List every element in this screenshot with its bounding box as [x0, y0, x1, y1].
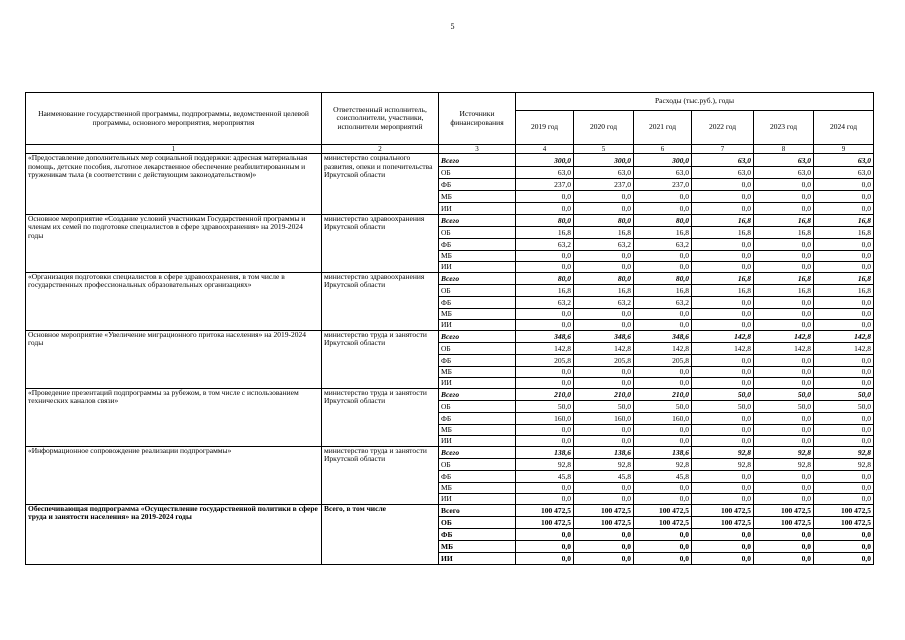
table-row-total — [26, 446, 874, 458]
amount-cell: 0,0 — [634, 552, 692, 564]
amount-cell: 0,0 — [634, 190, 692, 202]
measure-name: Основное мероприятие «Увеличение миграционного притока населения» на 2019-2024 годы — [26, 330, 322, 388]
executor: министерство социального развития, опеки и попечительства Иркутской области — [322, 154, 439, 215]
amount-cell: 138,6 — [634, 446, 692, 458]
amount-cell: 0,0 — [754, 261, 814, 272]
amount-cell: 92,8 — [574, 458, 634, 470]
header-year: 2021 год — [634, 111, 692, 145]
table-row-total — [26, 388, 874, 400]
amount-cell: 0,0 — [814, 202, 874, 214]
amount-cell: 16,8 — [574, 226, 634, 238]
amount-cell: 100 472,5 — [692, 516, 754, 528]
amount-cell: 63,0 — [814, 154, 874, 167]
amount-cell: 0,0 — [574, 552, 634, 564]
amount-cell: 0,0 — [814, 377, 874, 388]
amount-cell: 0,0 — [754, 319, 814, 330]
funding-source: МБ — [439, 308, 516, 319]
amount-cell: 0,0 — [814, 308, 874, 319]
amount-cell: 0,0 — [634, 261, 692, 272]
funding-source: ФБ — [439, 238, 516, 250]
amount-cell: 0,0 — [754, 308, 814, 319]
column-number: 5 — [574, 145, 634, 154]
amount-cell: 0,0 — [814, 470, 874, 482]
amount-cell: 0,0 — [574, 435, 634, 446]
amount-cell: 50,0 — [516, 400, 574, 412]
amount-cell: 92,8 — [754, 446, 814, 458]
amount-cell: 0,0 — [516, 366, 574, 377]
amount-cell: 92,8 — [634, 458, 692, 470]
amount-cell: 142,8 — [574, 342, 634, 354]
amount-cell: 63,0 — [814, 166, 874, 178]
column-number: 2 — [322, 145, 439, 154]
amount-cell: 300,0 — [516, 154, 574, 167]
amount-cell: 0,0 — [814, 319, 874, 330]
header-costs: Расходы (тыс.руб.), годы — [516, 93, 874, 111]
amount-cell: 0,0 — [692, 528, 754, 540]
column-number: 1 — [26, 145, 322, 154]
amount-cell: 0,0 — [754, 202, 814, 214]
amount-cell: 0,0 — [516, 435, 574, 446]
amount-cell: 0,0 — [754, 190, 814, 202]
amount-cell: 16,8 — [634, 284, 692, 296]
amount-cell: 16,8 — [814, 226, 874, 238]
amount-cell: 0,0 — [814, 528, 874, 540]
amount-cell: 0,0 — [814, 552, 874, 564]
column-numbers-row — [26, 145, 874, 154]
funding-source: Всего — [439, 446, 516, 458]
amount-cell: 100 472,5 — [574, 516, 634, 528]
amount-cell: 0,0 — [814, 424, 874, 435]
executor: министерство труда и занятости Иркутской области — [322, 330, 439, 388]
column-number: 6 — [634, 145, 692, 154]
amount-cell: 100 472,5 — [754, 504, 814, 516]
amount-cell: 0,0 — [692, 482, 754, 493]
funding-source: МБ — [439, 190, 516, 202]
amount-cell: 0,0 — [754, 470, 814, 482]
amount-cell: 50,0 — [692, 388, 754, 400]
amount-cell: 16,8 — [516, 284, 574, 296]
funding-source: МБ — [439, 482, 516, 493]
amount-cell: 348,6 — [516, 330, 574, 342]
funding-source: Всего — [439, 504, 516, 516]
amount-cell: 16,8 — [754, 272, 814, 284]
amount-cell: 50,0 — [754, 388, 814, 400]
amount-cell: 50,0 — [814, 388, 874, 400]
header-year: 2023 год — [754, 111, 814, 145]
amount-cell: 0,0 — [692, 412, 754, 424]
amount-cell: 100 472,5 — [634, 516, 692, 528]
amount-cell: 16,8 — [754, 226, 814, 238]
amount-cell: 0,0 — [692, 178, 754, 190]
measure-name: «Проведение презентаций подпрограммы за рубежом, в том числе с использованием технических каналов связи» — [26, 388, 322, 446]
amount-cell: 142,8 — [754, 330, 814, 342]
header-year: 2019 год — [516, 111, 574, 145]
amount-cell: 16,8 — [814, 214, 874, 226]
amount-cell: 0,0 — [692, 366, 754, 377]
amount-cell: 0,0 — [634, 424, 692, 435]
funding-source: ОБ — [439, 226, 516, 238]
amount-cell: 0,0 — [634, 319, 692, 330]
amount-cell: 0,0 — [574, 250, 634, 261]
amount-cell: 348,6 — [634, 330, 692, 342]
amount-cell: 50,0 — [814, 400, 874, 412]
amount-cell: 138,6 — [516, 446, 574, 458]
amount-cell: 142,8 — [692, 342, 754, 354]
amount-cell: 45,8 — [574, 470, 634, 482]
amount-cell: 63,0 — [754, 166, 814, 178]
amount-cell: 100 472,5 — [814, 516, 874, 528]
amount-cell: 160,0 — [516, 412, 574, 424]
amount-cell: 0,0 — [814, 435, 874, 446]
amount-cell: 0,0 — [754, 528, 814, 540]
amount-cell: 0,0 — [754, 238, 814, 250]
amount-cell: 142,8 — [516, 342, 574, 354]
amount-cell: 0,0 — [692, 377, 754, 388]
amount-cell: 0,0 — [574, 319, 634, 330]
amount-cell: 0,0 — [754, 296, 814, 308]
amount-cell: 63,2 — [516, 296, 574, 308]
amount-cell: 0,0 — [574, 377, 634, 388]
funding-source: ФБ — [439, 470, 516, 482]
funding-source: ИИ — [439, 435, 516, 446]
amount-cell: 80,0 — [634, 214, 692, 226]
funding-source: ИИ — [439, 261, 516, 272]
amount-cell: 0,0 — [754, 178, 814, 190]
amount-cell: 0,0 — [634, 202, 692, 214]
amount-cell: 0,0 — [814, 238, 874, 250]
amount-cell: 80,0 — [516, 272, 574, 284]
column-number: 4 — [516, 145, 574, 154]
amount-cell: 80,0 — [516, 214, 574, 226]
amount-cell: 63,0 — [574, 166, 634, 178]
executor: министерство здравоохранения Иркутской области — [322, 214, 439, 272]
amount-cell: 0,0 — [516, 190, 574, 202]
funding-source: ИИ — [439, 202, 516, 214]
funding-source: ФБ — [439, 178, 516, 190]
amount-cell: 0,0 — [814, 354, 874, 366]
funding-source: ИИ — [439, 377, 516, 388]
amount-cell: 92,8 — [814, 446, 874, 458]
funding-source: ОБ — [439, 166, 516, 178]
amount-cell: 0,0 — [574, 528, 634, 540]
funding-source: ОБ — [439, 284, 516, 296]
amount-cell: 0,0 — [692, 470, 754, 482]
amount-cell: 0,0 — [516, 377, 574, 388]
amount-cell: 50,0 — [692, 400, 754, 412]
amount-cell: 0,0 — [692, 250, 754, 261]
amount-cell: 63,0 — [516, 166, 574, 178]
amount-cell: 16,8 — [692, 226, 754, 238]
funding-source: МБ — [439, 250, 516, 261]
amount-cell: 0,0 — [814, 366, 874, 377]
amount-cell: 0,0 — [754, 412, 814, 424]
amount-cell: 142,8 — [634, 342, 692, 354]
amount-cell: 348,6 — [574, 330, 634, 342]
funding-source: Всего — [439, 154, 516, 167]
funding-source: ОБ — [439, 400, 516, 412]
amount-cell: 210,0 — [634, 388, 692, 400]
amount-cell: 0,0 — [516, 482, 574, 493]
amount-cell: 0,0 — [754, 435, 814, 446]
funding-source: ИИ — [439, 319, 516, 330]
amount-cell: 0,0 — [516, 319, 574, 330]
amount-cell: 205,8 — [634, 354, 692, 366]
amount-cell: 0,0 — [574, 308, 634, 319]
amount-cell: 0,0 — [814, 178, 874, 190]
amount-cell: 16,8 — [692, 272, 754, 284]
amount-cell: 63,0 — [692, 154, 754, 167]
amount-cell: 0,0 — [692, 424, 754, 435]
amount-cell: 63,0 — [634, 166, 692, 178]
table-row-total — [26, 272, 874, 284]
amount-cell: 50,0 — [574, 400, 634, 412]
amount-cell: 0,0 — [692, 493, 754, 504]
amount-cell: 92,8 — [754, 458, 814, 470]
header-name: Наименование государственной программы, подпрограммы, ведомственной целевой программы, основного мероприятия, мероприятия — [26, 93, 322, 145]
funding-source: ФБ — [439, 412, 516, 424]
amount-cell: 205,8 — [574, 354, 634, 366]
amount-cell: 16,8 — [574, 284, 634, 296]
amount-cell: 205,8 — [516, 354, 574, 366]
amount-cell: 0,0 — [634, 308, 692, 319]
column-number: 7 — [692, 145, 754, 154]
funding-source: ФБ — [439, 354, 516, 366]
amount-cell: 92,8 — [516, 458, 574, 470]
column-number: 3 — [439, 145, 516, 154]
amount-cell: 0,0 — [516, 202, 574, 214]
funding-source: МБ — [439, 540, 516, 552]
amount-cell: 16,8 — [692, 214, 754, 226]
amount-cell: 0,0 — [574, 493, 634, 504]
amount-cell: 300,0 — [634, 154, 692, 167]
funding-source: ОБ — [439, 342, 516, 354]
table-row-total — [26, 154, 874, 167]
amount-cell: 142,8 — [692, 330, 754, 342]
amount-cell: 50,0 — [634, 400, 692, 412]
funding-source: ИИ — [439, 552, 516, 564]
amount-cell: 160,0 — [634, 412, 692, 424]
amount-cell: 100 472,5 — [574, 504, 634, 516]
funding-source: ФБ — [439, 528, 516, 540]
amount-cell: 50,0 — [754, 400, 814, 412]
amount-cell: 16,8 — [754, 214, 814, 226]
amount-cell: 0,0 — [634, 540, 692, 552]
header-year: 2022 год — [692, 111, 754, 145]
amount-cell: 0,0 — [516, 493, 574, 504]
amount-cell: 237,0 — [634, 178, 692, 190]
amount-cell: 0,0 — [574, 202, 634, 214]
funding-source: Всего — [439, 272, 516, 284]
funding-source: Всего — [439, 388, 516, 400]
measure-name: Основное мероприятие «Создание условий участникам Государственной программы и членам их семей по подготовке специалистов в сфере здравоохранения» на 2019-2024 годы — [26, 214, 322, 272]
amount-cell: 0,0 — [516, 540, 574, 552]
amount-cell: 0,0 — [754, 493, 814, 504]
amount-cell: 0,0 — [754, 552, 814, 564]
amount-cell: 0,0 — [814, 250, 874, 261]
measure-name: «Организация подготовки специалистов в сфере здравоохранения, в том числе в государственных профессиональных образовательных организациях» — [26, 272, 322, 330]
amount-cell: 16,8 — [634, 226, 692, 238]
amount-cell: 100 472,5 — [692, 504, 754, 516]
amount-cell: 0,0 — [814, 540, 874, 552]
amount-cell: 237,0 — [516, 178, 574, 190]
amount-cell: 237,0 — [574, 178, 634, 190]
amount-cell: 16,8 — [814, 284, 874, 296]
amount-cell: 92,8 — [814, 458, 874, 470]
amount-cell: 0,0 — [754, 250, 814, 261]
funding-source: ОБ — [439, 516, 516, 528]
amount-cell: 100 472,5 — [754, 516, 814, 528]
column-number: 8 — [754, 145, 814, 154]
amount-cell: 63,2 — [634, 238, 692, 250]
amount-cell: 0,0 — [634, 250, 692, 261]
funding-source: МБ — [439, 366, 516, 377]
amount-cell: 0,0 — [574, 261, 634, 272]
amount-cell: 45,8 — [516, 470, 574, 482]
amount-cell: 0,0 — [692, 435, 754, 446]
amount-cell: 80,0 — [574, 272, 634, 284]
amount-cell: 0,0 — [692, 308, 754, 319]
amount-cell: 0,0 — [814, 261, 874, 272]
amount-cell: 0,0 — [692, 552, 754, 564]
amount-cell: 0,0 — [634, 482, 692, 493]
measure-name: «Предоставление дополнительных мер социальной поддержки: адресная материальная помощь, детские пособия, льготное лекарственное обеспечение реабилитированным и труженикам тыла (в соответствии с действующим законодательством)» — [26, 154, 322, 215]
executor: министерство труда и занятости Иркутской области — [322, 388, 439, 446]
amount-cell: 0,0 — [692, 319, 754, 330]
amount-cell: 0,0 — [814, 190, 874, 202]
amount-cell: 0,0 — [634, 493, 692, 504]
amount-cell: 0,0 — [754, 482, 814, 493]
amount-cell: 100 472,5 — [516, 516, 574, 528]
executor: министерство здравоохранения Иркутской области — [322, 272, 439, 330]
executor: Всего, в том числе — [322, 504, 439, 564]
amount-cell: 100 472,5 — [814, 504, 874, 516]
amount-cell: 0,0 — [634, 366, 692, 377]
executor: министерство труда и занятости Иркутской области — [322, 446, 439, 504]
funding-source: ИИ — [439, 493, 516, 504]
amount-cell: 0,0 — [754, 354, 814, 366]
header-year: 2020 год — [574, 111, 634, 145]
amount-cell: 210,0 — [516, 388, 574, 400]
header-source: Источники финансирования — [439, 93, 516, 145]
amount-cell: 0,0 — [574, 424, 634, 435]
funding-source: Всего — [439, 330, 516, 342]
amount-cell: 0,0 — [692, 238, 754, 250]
amount-cell: 0,0 — [754, 424, 814, 435]
amount-cell: 0,0 — [574, 190, 634, 202]
column-number: 9 — [814, 145, 874, 154]
amount-cell: 63,2 — [516, 238, 574, 250]
header-year: 2024 год — [814, 111, 874, 145]
amount-cell: 0,0 — [516, 308, 574, 319]
amount-cell: 210,0 — [574, 388, 634, 400]
amount-cell: 16,8 — [814, 272, 874, 284]
amount-cell: 80,0 — [634, 272, 692, 284]
amount-cell: 16,8 — [692, 284, 754, 296]
amount-cell: 0,0 — [516, 261, 574, 272]
budget-table — [25, 92, 874, 565]
amount-cell: 0,0 — [574, 482, 634, 493]
measure-name: Обеспечивающая подпрограмма «Осуществление государственной политики в сфере труда и занятости населения» на 2019-2024 годы — [26, 504, 322, 564]
funding-source: МБ — [439, 424, 516, 435]
amount-cell: 0,0 — [754, 377, 814, 388]
table-row-total — [26, 214, 874, 226]
amount-cell: 0,0 — [692, 354, 754, 366]
amount-cell: 0,0 — [814, 296, 874, 308]
amount-cell: 0,0 — [516, 552, 574, 564]
amount-cell: 92,8 — [692, 458, 754, 470]
amount-cell: 100 472,5 — [634, 504, 692, 516]
amount-cell: 0,0 — [574, 540, 634, 552]
amount-cell: 80,0 — [574, 214, 634, 226]
header-executor: Ответственный исполнитель, соисполнители, участники, исполнители мероприятий — [322, 93, 439, 145]
amount-cell: 63,0 — [754, 154, 814, 167]
amount-cell: 100 472,5 — [516, 504, 574, 516]
amount-cell: 142,8 — [814, 330, 874, 342]
amount-cell: 16,8 — [754, 284, 814, 296]
amount-cell: 0,0 — [814, 493, 874, 504]
amount-cell: 0,0 — [692, 261, 754, 272]
amount-cell: 300,0 — [574, 154, 634, 167]
amount-cell: 138,6 — [574, 446, 634, 458]
amount-cell: 0,0 — [754, 366, 814, 377]
amount-cell: 142,8 — [814, 342, 874, 354]
measure-name: «Информационное сопровождение реализации подпрограммы» — [26, 446, 322, 504]
table-body — [26, 154, 874, 565]
table-header — [26, 93, 874, 154]
amount-cell: 160,0 — [574, 412, 634, 424]
amount-cell: 63,2 — [574, 296, 634, 308]
table-row-total — [26, 330, 874, 342]
amount-cell: 63,2 — [574, 238, 634, 250]
funding-source: ФБ — [439, 296, 516, 308]
amount-cell: 45,8 — [634, 470, 692, 482]
page-number: 5 — [450, 22, 455, 31]
amount-cell: 0,0 — [692, 296, 754, 308]
amount-cell: 0,0 — [516, 528, 574, 540]
amount-cell: 92,8 — [692, 446, 754, 458]
funding-source: Всего — [439, 214, 516, 226]
amount-cell: 0,0 — [814, 412, 874, 424]
amount-cell: 0,0 — [692, 202, 754, 214]
amount-cell: 0,0 — [634, 435, 692, 446]
amount-cell: 63,2 — [634, 296, 692, 308]
amount-cell: 142,8 — [754, 342, 814, 354]
table-row-total — [26, 504, 874, 516]
amount-cell: 0,0 — [516, 424, 574, 435]
amount-cell: 0,0 — [634, 377, 692, 388]
amount-cell: 0,0 — [692, 540, 754, 552]
amount-cell: 16,8 — [516, 226, 574, 238]
amount-cell: 0,0 — [634, 528, 692, 540]
amount-cell: 0,0 — [754, 540, 814, 552]
amount-cell: 0,0 — [814, 482, 874, 493]
amount-cell: 0,0 — [574, 366, 634, 377]
amount-cell: 0,0 — [692, 190, 754, 202]
funding-source: ОБ — [439, 458, 516, 470]
amount-cell: 0,0 — [516, 250, 574, 261]
amount-cell: 63,0 — [692, 166, 754, 178]
